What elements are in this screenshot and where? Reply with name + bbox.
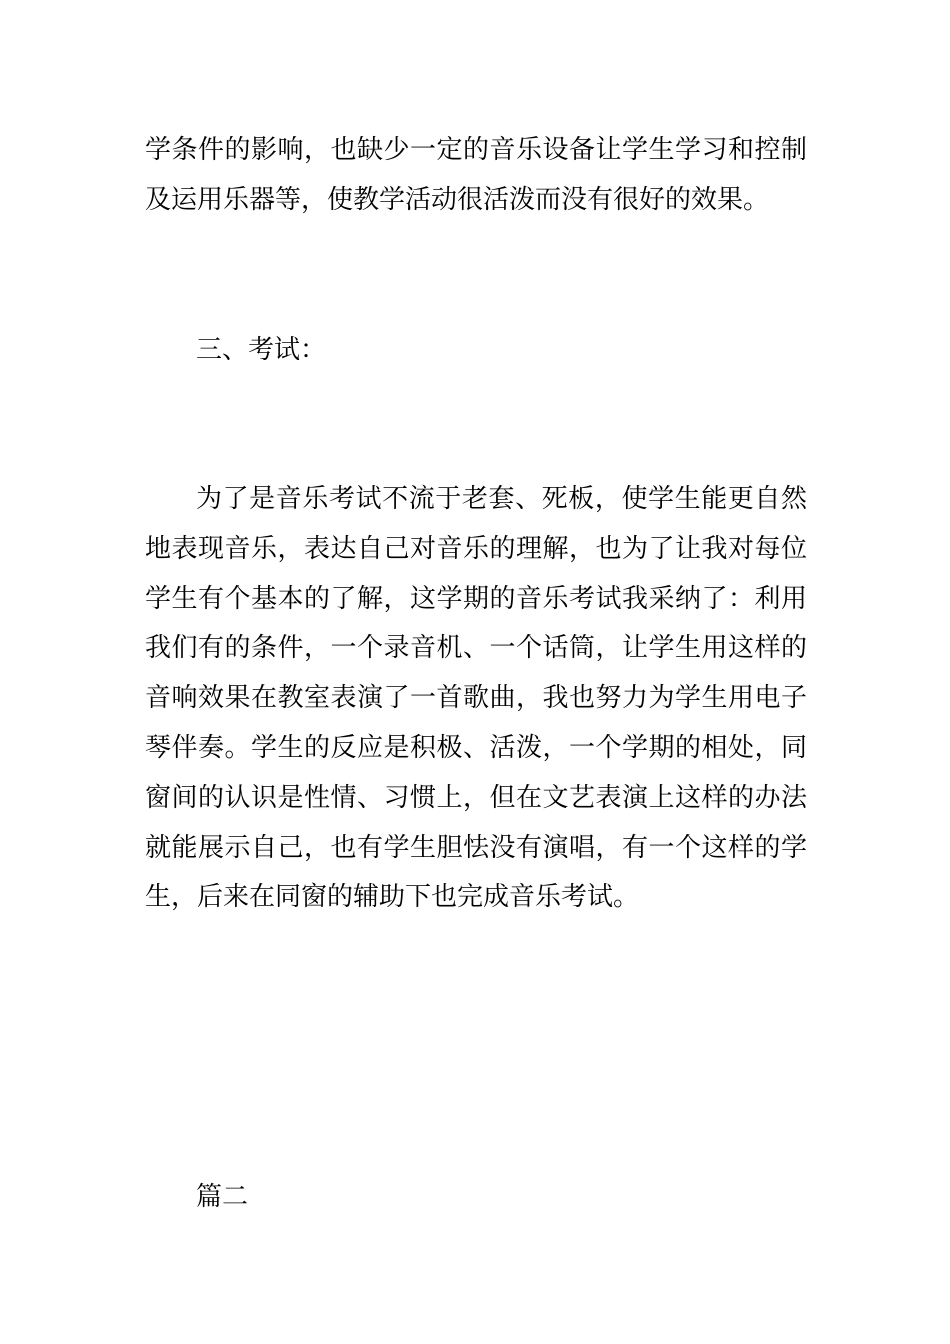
paragraph-line: 生，后来在同窗的辅助下也完成音乐考试。 bbox=[145, 882, 640, 912]
paragraph-line: 就能展示自己，也有学生胆怯没有演唱，有一个这样的学 bbox=[145, 833, 807, 863]
paragraph-line: 音响效果在教室表演了一首歌曲，我也努力为学生用电子 bbox=[145, 683, 807, 713]
section-heading-exam: 三、考试： bbox=[196, 335, 327, 365]
section-heading-part-two: 篇二 bbox=[196, 1182, 249, 1212]
paragraph-line: 地表现音乐，表达自己对音乐的理解，也为了让我对每位 bbox=[145, 534, 807, 564]
paragraph-line: 学条件的影响，也缺少一定的音乐设备让学生学习和控制 bbox=[145, 135, 807, 165]
paragraph-line: 我们有的条件，一个录音机、一个话筒，让学生用这样的 bbox=[145, 633, 807, 663]
paragraph-line: 琴伴奏。学生的反应是积极、活泼，一个学期的相处，同 bbox=[145, 733, 807, 763]
paragraph-line: 窗间的认识是性情、习惯上，但在文艺表演上这样的办法 bbox=[145, 783, 807, 813]
paragraph-line: 为了是音乐考试不流于老套、死板，使学生能更自然 bbox=[196, 484, 807, 514]
paragraph-line: 及运用乐器等，使教学活动很活泼而没有很好的效果。 bbox=[145, 185, 770, 215]
paragraph-line: 学生有个基本的了解，这学期的音乐考试我采纳了：利用 bbox=[145, 584, 807, 614]
